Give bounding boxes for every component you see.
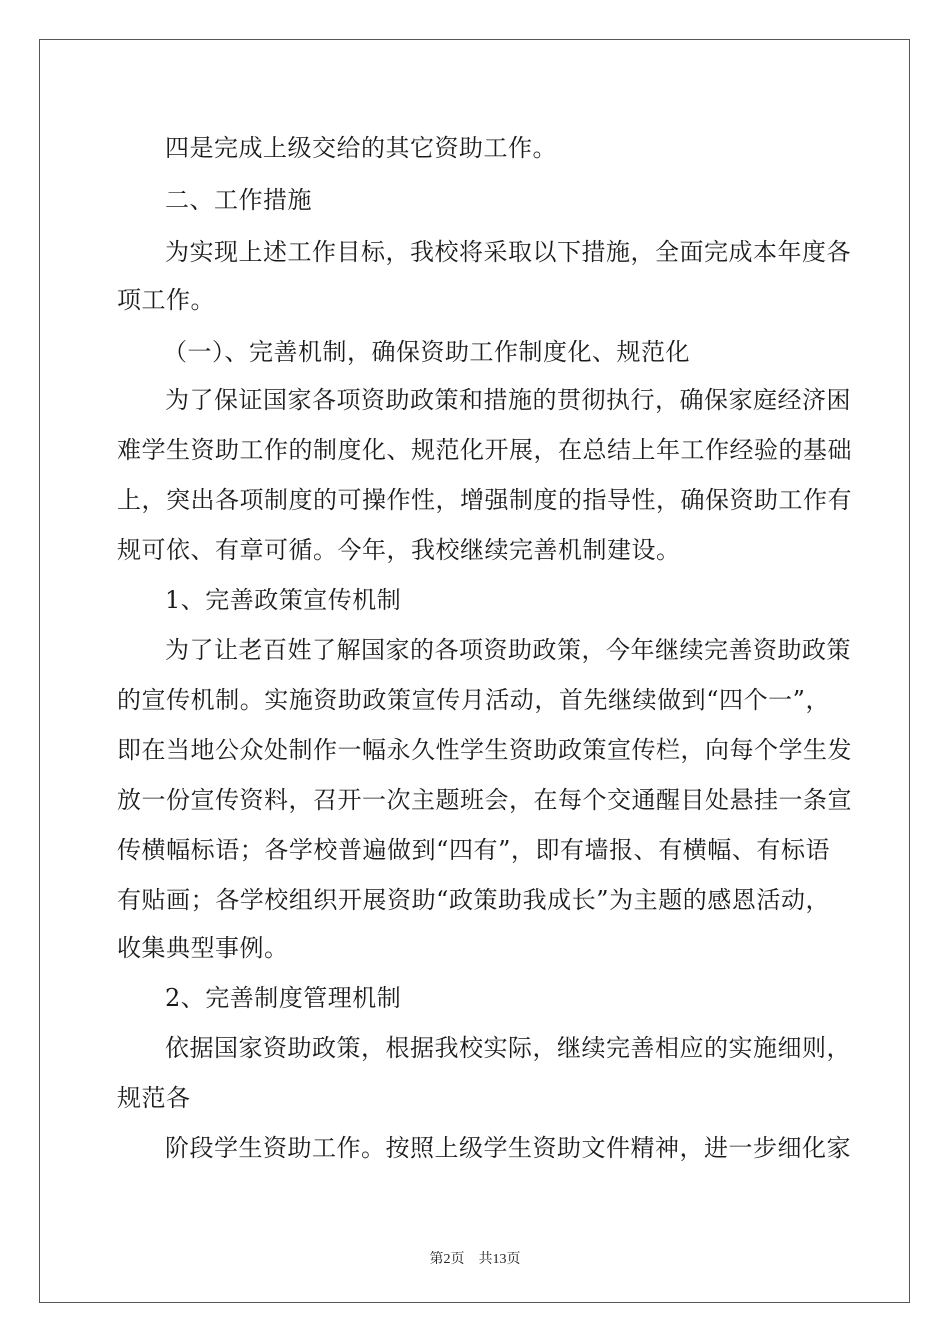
paragraph-line: 规可依、有章可循。今年，我校继续完善机制建设。	[117, 536, 681, 564]
subsection-heading: （一）、完善机制，确保资助工作制度化、规范化	[163, 338, 690, 366]
paragraph-line: 规范各	[117, 1084, 191, 1112]
paragraph-line: 四是完成上级交给的其它资助工作。	[165, 134, 557, 162]
paragraph-line: 为了让老百姓了解国家的各项资助政策，今年继续完善资助政策	[165, 636, 851, 664]
paragraph-line: 有贴画；各学校组织开展资助“政策助我成长”为主题的感恩活动，	[117, 886, 830, 914]
paragraph-line: 收集典型事例。	[117, 934, 289, 962]
paragraph-line: 阶段学生资助工作。按照上级学生资助文件精神，进一步细化家	[165, 1134, 851, 1162]
page-number: 第2页 共13页	[429, 1252, 521, 1267]
paragraph-line: 依据国家资助政策，根据我校实际，继续完善相应的实施细则，	[165, 1034, 851, 1062]
paragraph-line: 项工作。	[117, 286, 215, 314]
paragraph-line: 为了保证国家各项资助政策和措施的贯彻执行，确保家庭经济困	[165, 386, 851, 414]
paragraph-line: 上，突出各项制度的可操作性，增强制度的指导性，确保资助工作有	[117, 486, 852, 514]
paragraph-line: 即在当地公众处制作一幅永久性学生资助政策宣传栏，向每个学生发	[117, 736, 852, 764]
section-heading: 二、工作措施	[165, 186, 312, 214]
item-heading: 1、完善政策宣传机制	[165, 586, 402, 614]
paragraph-line: 的宣传机制。实施资助政策宣传月活动，首先继续做到“四个一”，	[117, 686, 830, 714]
paragraph-line: 放一份宣传资料，召开一次主题班会，在每个交通醒目处悬挂一条宣	[117, 786, 852, 814]
paragraph-line: 难学生资助工作的制度化、规范化开展，在总结上年工作经验的基础	[117, 436, 852, 464]
paragraph-line: 为实现上述工作目标，我校将采取以下措施，全面完成本年度各	[165, 238, 851, 266]
paragraph-line: 传横幅标语；各学校普遍做到“四有”，即有墙报、有横幅、有标语	[117, 836, 830, 864]
item-heading: 2、完善制度管理机制	[165, 984, 402, 1012]
